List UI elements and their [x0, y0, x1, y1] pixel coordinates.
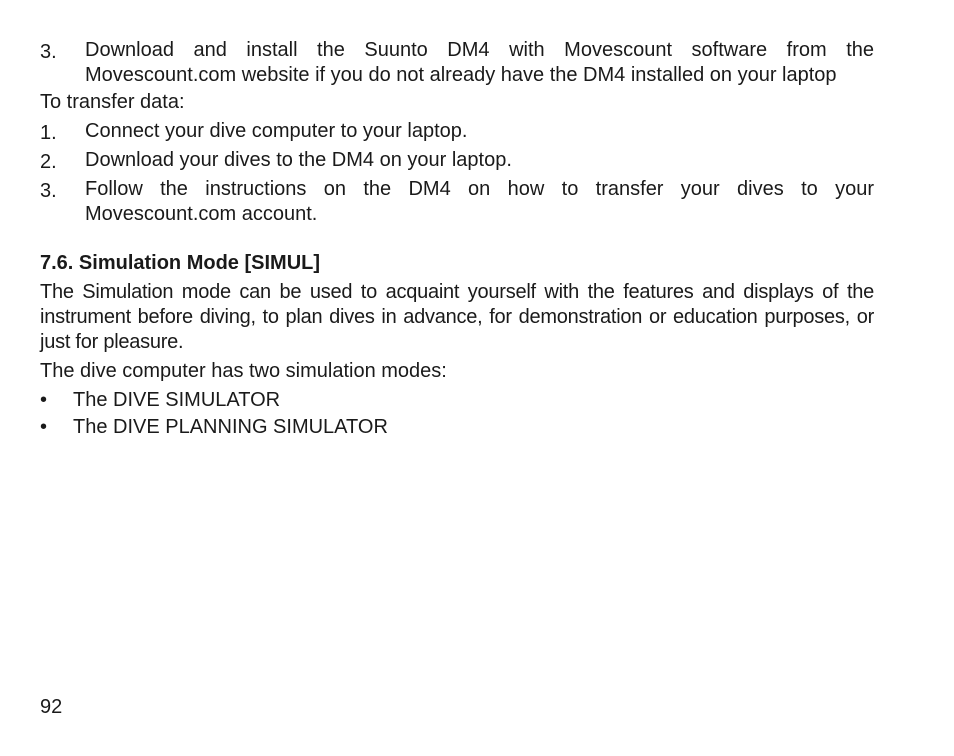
- list-item: [40, 119, 874, 146]
- step-text: Follow the instructions on the DM4 on how to transfer your dives to your Movescount.com account.: [85, 178, 874, 225]
- section-heading: 7.6. Simulation Mode [SIMUL]: [40, 252, 321, 274]
- step-number: 3.: [40, 41, 57, 63]
- page-number: 92: [40, 696, 63, 718]
- mode-label: The DIVE PLANNING SIMULATOR: [73, 416, 388, 438]
- simulation-modes-list: [40, 388, 874, 440]
- list-item: [40, 415, 874, 440]
- step-number: 3.: [40, 180, 57, 202]
- list-item: [40, 388, 874, 413]
- step-text: Download and install the Suunto DM4 with Movescount software from the Movescount.com website if you do not already have the DM4 installed on your laptop: [85, 39, 874, 86]
- step-text: Connect your dive computer to your laptop.: [85, 120, 468, 142]
- mode-label: The DIVE SIMULATOR: [73, 389, 281, 411]
- transfer-steps-list: [40, 119, 874, 227]
- bullet-icon: •: [40, 389, 48, 411]
- step-text: Download your dives to the DM4 on your laptop.: [85, 149, 512, 171]
- modes-intro: The dive computer has two simulation modes:: [40, 360, 447, 382]
- section-paragraph: The Simulation mode can be used to acquaint yourself with the features and displays of the instrument before diving, to plan dives in advance, for demonstration or education purposes, or just for pleasure.: [40, 281, 874, 353]
- install-steps-list: [40, 38, 874, 88]
- list-item: [40, 148, 874, 175]
- page-content: [40, 38, 874, 442]
- transfer-intro: To transfer data:: [40, 91, 185, 113]
- list-item: [40, 177, 874, 227]
- step-number: 1.: [40, 122, 57, 144]
- list-item: [40, 38, 874, 88]
- bullet-icon: •: [40, 416, 48, 438]
- step-number: 2.: [40, 151, 57, 173]
